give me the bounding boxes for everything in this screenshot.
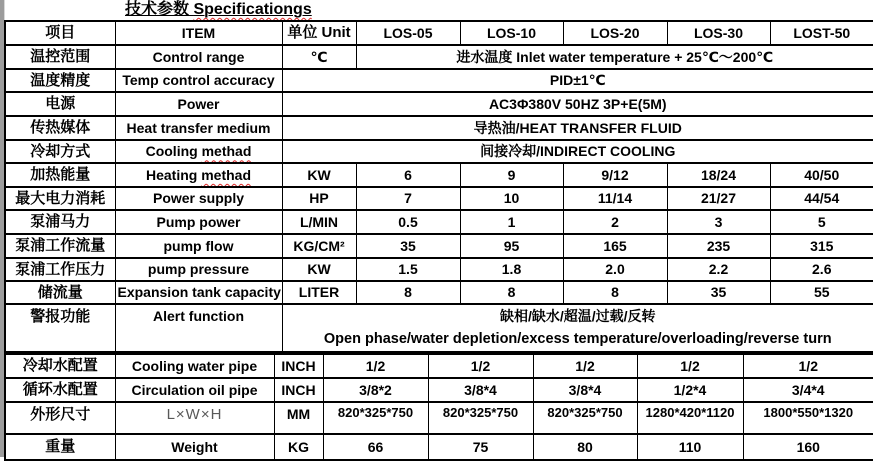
cell-value: 2.6 bbox=[770, 258, 873, 281]
row-label-cn: 泵浦马力 bbox=[5, 210, 115, 234]
cell-value: 1/2 bbox=[533, 354, 637, 378]
row-label-cn: 重量 bbox=[5, 434, 115, 460]
cell-value: 2 bbox=[563, 210, 667, 234]
cell-value: 9/12 bbox=[563, 163, 667, 187]
title-en: Specificationgs bbox=[193, 1, 312, 18]
table-row bbox=[5, 378, 873, 402]
row-label-en: Power bbox=[115, 92, 282, 116]
cell-value: 1280*420*1120 bbox=[637, 402, 743, 434]
title-cn: 技术参数 bbox=[125, 1, 190, 18]
row-unit: KG/CM² bbox=[282, 234, 356, 258]
alert-list-en: Open phase/water depletion/excess temperature/overloading/reverse turn bbox=[323, 331, 832, 347]
row-label-en: Heat transfer medium bbox=[115, 116, 282, 140]
cell-value: 7 bbox=[356, 187, 460, 210]
row-label-en: Control range bbox=[115, 45, 282, 69]
cell-value: 1.5 bbox=[356, 258, 460, 281]
cell-value: 1800*550*1320 bbox=[743, 402, 873, 434]
cell-value: 10 bbox=[460, 187, 563, 210]
cell-value: 1/2*4 bbox=[637, 378, 743, 402]
cell-value: 8 bbox=[460, 281, 563, 304]
table-row bbox=[5, 210, 873, 234]
row-label-cn: 泵浦工作流量 bbox=[5, 234, 115, 258]
row-unit: INCH bbox=[274, 378, 323, 402]
row-label-cn: 冷却方式 bbox=[5, 140, 115, 163]
cell-value: 235 bbox=[667, 234, 770, 258]
row-label-cn: 加热能量 bbox=[5, 163, 115, 187]
row-label-cn: 温度精度 bbox=[5, 69, 115, 92]
cell-value: 1/2 bbox=[428, 354, 533, 378]
row-label-en: Pump power bbox=[115, 210, 282, 234]
row-label-en: Weight bbox=[115, 434, 274, 460]
cell-value: 66 bbox=[323, 434, 428, 460]
row-label-cn: 储流量 bbox=[5, 281, 115, 304]
row-unit: INCH bbox=[274, 354, 323, 378]
table-row bbox=[5, 92, 873, 116]
header-unit: 单位 Unit bbox=[282, 21, 356, 45]
row-unit: L/MIN bbox=[282, 210, 356, 234]
cell-value: 8 bbox=[356, 281, 460, 304]
row-merged-value: 进水温度 Inlet water temperature + 25℃～200℃ bbox=[356, 45, 873, 69]
table-row bbox=[5, 281, 873, 304]
cell-value: 3/8*4 bbox=[428, 378, 533, 402]
cell-value: 35 bbox=[667, 281, 770, 304]
header-model: LOS-10 bbox=[460, 21, 563, 45]
cell-value: 95 bbox=[460, 234, 563, 258]
dimensions-row bbox=[5, 402, 873, 434]
header-item-en: ITEM bbox=[115, 21, 282, 45]
misspelled-word: methad bbox=[201, 143, 252, 160]
cell-value: 8 bbox=[563, 281, 667, 304]
row-label-en: Heating methad bbox=[115, 163, 282, 187]
cell-value: 820*325*750 bbox=[428, 402, 533, 434]
row-unit: HP bbox=[282, 187, 356, 210]
row-label-en: Expansion tank capacity bbox=[115, 281, 282, 304]
table-row bbox=[5, 434, 873, 460]
row-label-cn: 最大电力消耗 bbox=[5, 187, 115, 210]
alert-function-row bbox=[5, 304, 873, 352]
row-label-en: Power supply bbox=[115, 187, 282, 210]
row-label-cn: 外形尺寸 bbox=[5, 402, 115, 434]
cell-value: 110 bbox=[637, 434, 743, 460]
cell-value: 0.5 bbox=[356, 210, 460, 234]
spec-table-main bbox=[4, 20, 873, 353]
cell-value: 820*325*750 bbox=[533, 402, 637, 434]
row-unit: KG bbox=[274, 434, 323, 460]
cell-value: 1/2 bbox=[323, 354, 428, 378]
cell-value: 80 bbox=[533, 434, 637, 460]
row-label-cn: 传热媒体 bbox=[5, 116, 115, 140]
row-unit: KW bbox=[282, 163, 356, 187]
cell-value: 820*325*750 bbox=[323, 402, 428, 434]
cell-value: 3 bbox=[667, 210, 770, 234]
row-label-en: L×W×H bbox=[115, 402, 274, 434]
table-row bbox=[5, 163, 873, 187]
header-model: LOST-50 bbox=[770, 21, 873, 45]
row-unit: MM bbox=[274, 402, 323, 434]
row-merged-value: 导热油/HEAT TRANSFER FLUID bbox=[282, 116, 873, 140]
row-label-en: Alert function bbox=[115, 304, 282, 352]
row-unit: KW bbox=[282, 258, 356, 281]
cell-value: 3/8*4 bbox=[533, 378, 637, 402]
cell-value: 1/2 bbox=[637, 354, 743, 378]
row-label-en: pump flow bbox=[115, 234, 282, 258]
table-row bbox=[5, 258, 873, 281]
cell-value: 44/54 bbox=[770, 187, 873, 210]
cell-value: 1/2 bbox=[743, 354, 873, 378]
row-unit: LITER bbox=[282, 281, 356, 304]
cell-value: 21/27 bbox=[667, 187, 770, 210]
header-model: LOS-05 bbox=[356, 21, 460, 45]
row-merged-value bbox=[282, 304, 873, 352]
row-label-cn: 温控范围 bbox=[5, 45, 115, 69]
cell-value: 1.8 bbox=[460, 258, 563, 281]
spec-table-bottom bbox=[4, 353, 873, 461]
cell-value: 40/50 bbox=[770, 163, 873, 187]
cell-value: 9 bbox=[460, 163, 563, 187]
cell-value: 75 bbox=[428, 434, 533, 460]
row-label-en: Cooling methad bbox=[115, 140, 282, 163]
header-model: LOS-30 bbox=[667, 21, 770, 45]
cell-value: 2.2 bbox=[667, 258, 770, 281]
table-row bbox=[5, 354, 873, 378]
row-label-cn: 循环水配置 bbox=[5, 378, 115, 402]
header-item-cn: 项目 bbox=[5, 21, 115, 45]
table-row bbox=[5, 234, 873, 258]
row-label-en: Circulation oil pipe bbox=[115, 378, 274, 402]
cell-value: 1 bbox=[460, 210, 563, 234]
cell-value: 35 bbox=[356, 234, 460, 258]
alert-list-cn: 缺相/缺水/超温/过载/反转 bbox=[499, 308, 656, 324]
row-label-en: Temp control accuracy bbox=[115, 69, 282, 92]
cell-value: 160 bbox=[743, 434, 873, 460]
row-label-cn: 冷却水配置 bbox=[5, 354, 115, 378]
misspelled-word: methad bbox=[201, 166, 252, 183]
cell-value: 2.0 bbox=[563, 258, 667, 281]
cell-value: 55 bbox=[770, 281, 873, 304]
table-row bbox=[5, 45, 873, 69]
row-label-cn: 电源 bbox=[5, 92, 115, 116]
table-row bbox=[5, 140, 873, 163]
row-merged-value: 间接冷却/INDIRECT COOLING bbox=[282, 140, 873, 163]
cell-value: 315 bbox=[770, 234, 873, 258]
row-label-cn: 泵浦工作压力 bbox=[5, 258, 115, 281]
cell-value: 18/24 bbox=[667, 163, 770, 187]
row-merged-value: PID±1℃ bbox=[282, 69, 873, 92]
header-model: LOS-20 bbox=[563, 21, 667, 45]
cell-value: 3/8*2 bbox=[323, 378, 428, 402]
cell-value: 165 bbox=[563, 234, 667, 258]
row-unit: ℃ bbox=[282, 45, 356, 69]
cell-value: 3/4*4 bbox=[743, 378, 873, 402]
row-label-en: Cooling water pipe bbox=[115, 354, 274, 378]
table-row bbox=[5, 187, 873, 210]
header-row bbox=[5, 21, 873, 45]
table-row bbox=[5, 116, 873, 140]
cell-value: 6 bbox=[356, 163, 460, 187]
cell-value: 11/14 bbox=[563, 187, 667, 210]
row-merged-value: AC3Φ380V 50HZ 3P+E(5M) bbox=[282, 92, 873, 116]
page-title bbox=[125, 1, 312, 19]
spec-table-container bbox=[4, 20, 873, 461]
row-label-en: pump pressure bbox=[115, 258, 282, 281]
table-row bbox=[5, 69, 873, 92]
row-label-cn: 警报功能 bbox=[5, 304, 115, 352]
cell-value: 5 bbox=[770, 210, 873, 234]
